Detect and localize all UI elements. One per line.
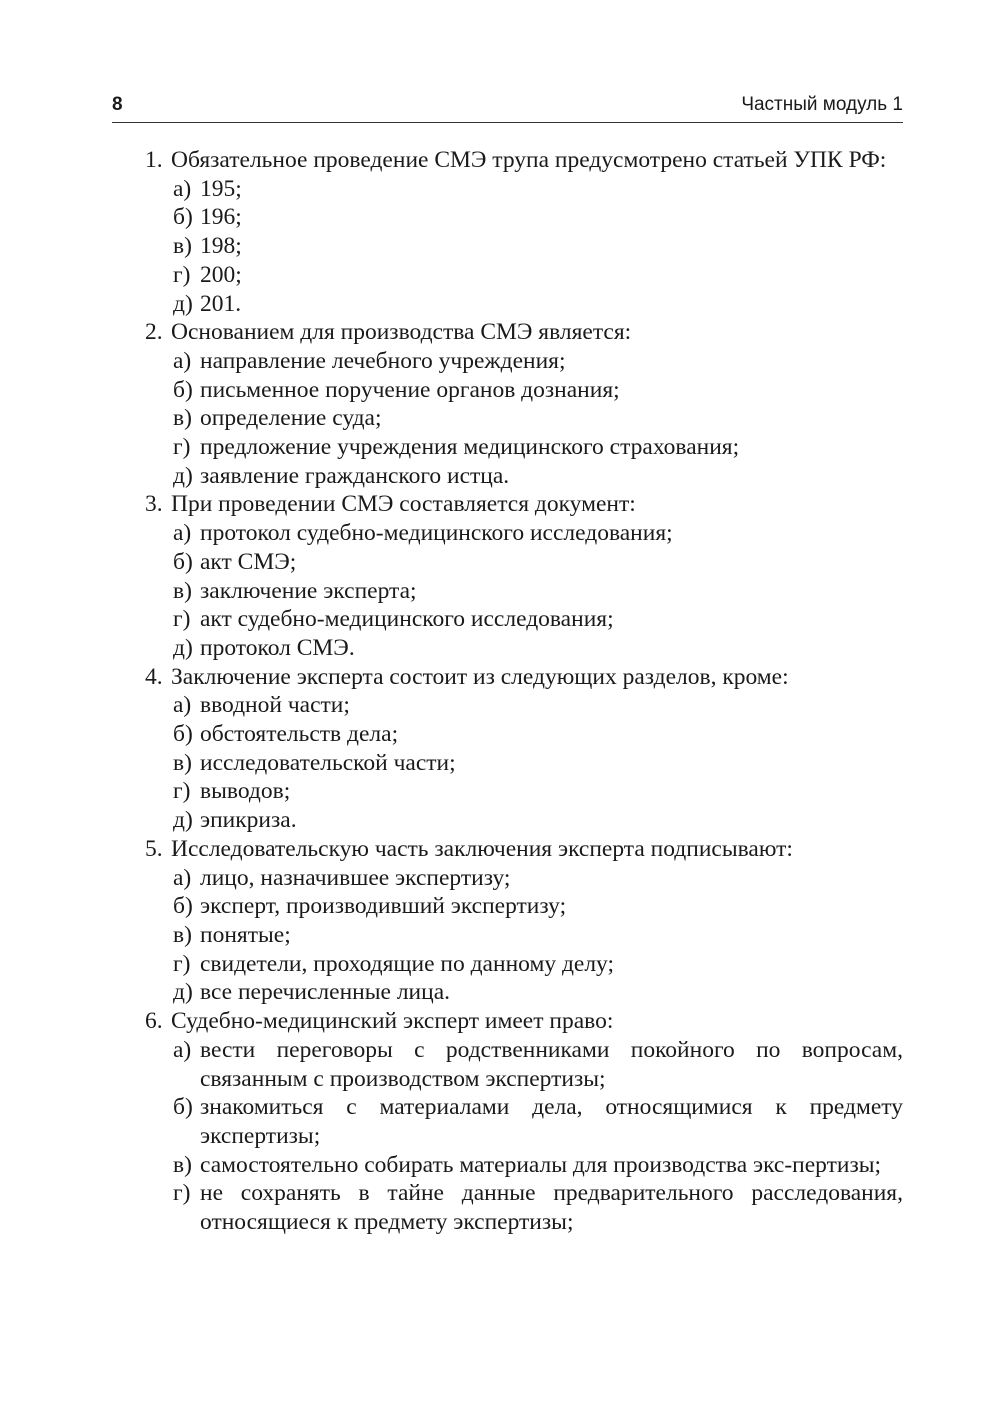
answer-options: [145, 347, 903, 491]
option-text: письменное поручение органов дознания;: [200, 376, 620, 403]
running-title: Частный модуль 1: [741, 94, 903, 115]
answer-option: [145, 720, 903, 749]
option-text: знакомиться с материалами дела, относящимися к предмету экспертизы;: [200, 1094, 903, 1149]
option-letter: д): [173, 290, 193, 317]
option-letter: в): [173, 405, 192, 432]
option-text: 196;: [200, 204, 242, 231]
question-number: 6.: [145, 1008, 163, 1035]
answer-option: [145, 175, 903, 204]
option-text: самостоятельно собирать материалы для производства экс-пертизы;: [200, 1151, 882, 1178]
option-letter: а): [173, 347, 192, 374]
answer-option: [145, 806, 903, 835]
option-letter: а): [173, 1036, 192, 1063]
answer-option: [145, 864, 903, 893]
answer-option: [145, 1093, 903, 1150]
option-text: акт СМЭ;: [200, 548, 297, 575]
question-text: [145, 318, 903, 347]
option-text: обстоятельств дела;: [200, 721, 399, 748]
question-number: 1.: [145, 147, 163, 173]
answer-option: [145, 978, 903, 1007]
option-text: 201.: [200, 290, 242, 317]
answer-option: [145, 1036, 903, 1093]
question-stem: Основанием для производства СМЭ является:: [171, 319, 632, 346]
option-letter: а): [173, 864, 192, 891]
option-text: 200;: [200, 261, 242, 288]
answer-options: [145, 864, 903, 1008]
option-text: все перечисленные лица.: [200, 979, 450, 1006]
option-letter: г): [173, 261, 191, 288]
option-text: понятые;: [200, 921, 291, 948]
answer-option: [145, 777, 903, 806]
option-text: исследовательской части;: [200, 749, 456, 776]
question-text: [145, 146, 903, 175]
option-letter: а): [173, 520, 192, 547]
option-text: эксперт, производивший экспертизу;: [200, 893, 567, 920]
answer-option: [145, 548, 903, 577]
answer-option: [145, 577, 903, 606]
question-number: 4.: [145, 663, 163, 690]
answer-option: [145, 347, 903, 376]
question-text: [145, 663, 903, 692]
option-text: акт судебно-медицинского исследования;: [200, 606, 614, 633]
question-number: 5.: [145, 835, 163, 862]
option-letter: б): [173, 376, 193, 403]
question-4: [145, 663, 903, 835]
option-letter: б): [173, 721, 193, 748]
option-letter: г): [173, 434, 191, 461]
question-number: 3.: [145, 491, 163, 518]
option-letter: б): [173, 893, 193, 920]
answer-options: [145, 1036, 903, 1237]
question-number: 2.: [145, 319, 163, 346]
answer-option: [145, 519, 903, 548]
answer-option: [145, 892, 903, 921]
option-text: эпикриза.: [200, 807, 297, 834]
question-3: [145, 490, 903, 662]
page-header: [112, 88, 903, 123]
answer-option: [145, 376, 903, 405]
answer-option: [145, 433, 903, 462]
option-letter: д): [173, 979, 193, 1006]
question-1: [145, 146, 903, 318]
option-text: 195;: [200, 175, 242, 202]
option-text: лицо, назначившее экспертизу;: [200, 864, 511, 891]
page-number: 8: [112, 94, 123, 115]
answer-option: [145, 203, 903, 232]
option-text: заключение эксперта;: [200, 577, 417, 604]
answer-options: [145, 175, 903, 319]
question-text: [145, 835, 903, 864]
answer-options: [145, 519, 903, 663]
option-letter: в): [173, 1151, 192, 1178]
option-letter: г): [173, 950, 191, 977]
option-letter: г): [173, 606, 191, 633]
answer-option: [145, 605, 903, 634]
option-letter: д): [173, 634, 193, 661]
question-stem: При проведении СМЭ составляется документ:: [171, 491, 636, 518]
option-letter: б): [173, 1094, 193, 1121]
option-letter: д): [173, 462, 193, 489]
option-text: направление лечебного учреждения;: [200, 347, 566, 374]
option-text: определение суда;: [200, 405, 382, 432]
question-stem: Исследовательскую часть заключения эксперта подписывают:: [171, 835, 793, 862]
question-5: [145, 835, 903, 1007]
option-text: вводной части;: [200, 692, 350, 719]
option-letter: в): [173, 749, 192, 776]
answer-option: [145, 691, 903, 720]
option-letter: г): [173, 778, 191, 805]
option-text: 198;: [200, 233, 242, 260]
answer-option: [145, 290, 903, 319]
option-letter: г): [173, 1180, 191, 1207]
question-list: [145, 146, 903, 1237]
option-text: выводов;: [200, 778, 291, 805]
option-text: предложение учреждения медицинского страхования;: [200, 434, 740, 461]
option-text: заявление гражданского истца.: [200, 462, 510, 489]
option-letter: а): [173, 692, 192, 719]
option-letter: в): [173, 233, 192, 260]
option-text: не сохранять в тайне данные предварительного расследования, относящиеся к предмету экспертизы;: [200, 1180, 903, 1236]
option-text: вести переговоры с родственниками покойного по вопросам, связанным с производством экспертизы;: [200, 1036, 903, 1092]
answer-option: [145, 404, 903, 433]
option-letter: а): [173, 175, 192, 202]
option-text: свидетели, проходящие по данному делу;: [200, 950, 615, 977]
answer-option: [145, 950, 903, 979]
answer-option: [145, 232, 903, 261]
answer-option: [145, 1151, 903, 1180]
answer-option: [145, 261, 903, 290]
question-stem: Судебно-медицинский эксперт имеет право:: [171, 1008, 614, 1035]
answer-option: [145, 749, 903, 778]
option-text: протокол судебно-медицинского исследования;: [200, 520, 673, 547]
option-letter: в): [173, 577, 192, 604]
option-letter: б): [173, 548, 193, 575]
option-letter: в): [173, 921, 192, 948]
answer-option: [145, 462, 903, 491]
question-6: [145, 1007, 903, 1237]
answer-option: [145, 634, 903, 663]
option-text: протокол СМЭ.: [200, 634, 355, 661]
option-letter: д): [173, 807, 193, 834]
answer-option: [145, 1179, 903, 1236]
question-text: [145, 490, 903, 519]
question-text: [145, 1007, 903, 1036]
question-2: [145, 318, 903, 490]
question-stem: Заключение эксперта состоит из следующих разделов, кроме:: [171, 663, 789, 690]
option-letter: б): [173, 204, 193, 231]
question-stem: Обязательное проведение СМЭ трупа предусмотрено статьей УПК РФ:: [171, 147, 887, 173]
answer-options: [145, 691, 903, 835]
answer-option: [145, 921, 903, 950]
